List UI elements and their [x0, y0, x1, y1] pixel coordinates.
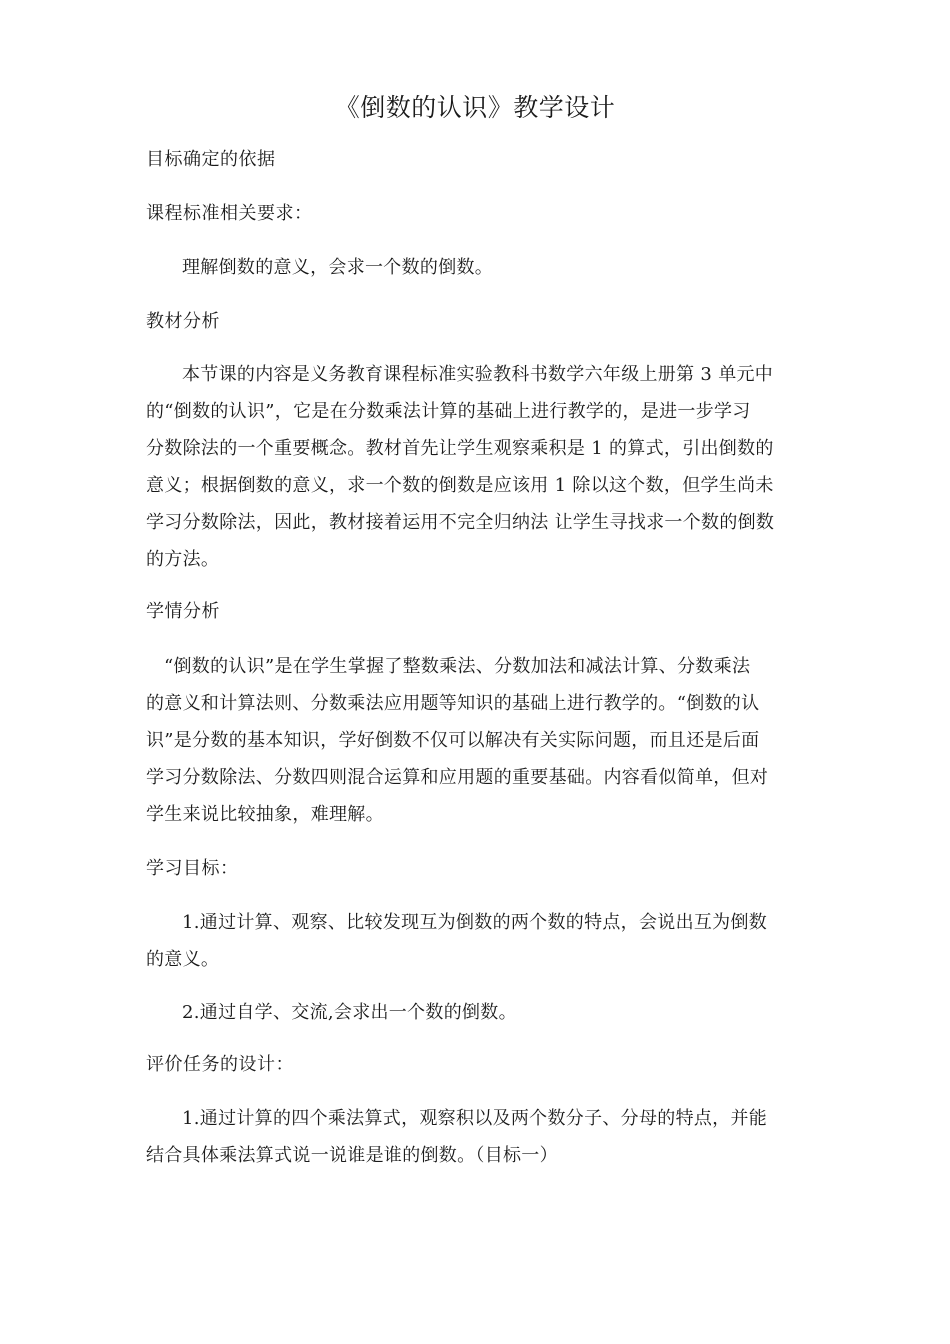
heading-eval: 评价任务的设计： — [146, 1054, 294, 1075]
student-line: 的意义和计算法则、分数乘法应用题等知识的基础上进行教学的。“倒数的认 — [146, 693, 760, 714]
student-paragraph — [146, 648, 806, 833]
curriculum-text — [146, 249, 806, 286]
goal-line: 1.通过计算、观察、比较发现互为倒数的两个数的特点，会说出互为倒数 — [182, 912, 768, 933]
curriculum-line: 理解倒数的意义，会求一个数的倒数。 — [182, 257, 494, 278]
textbook-line: 的“倒数的认识”，它是在分数乘法计算的基础上进行教学的，是进一步学习 — [146, 401, 751, 422]
document-title: 《倒数的认识》教学设计 — [334, 93, 616, 122]
student-line: 学习分数除法、分数四则混合运算和应用题的重要基础。内容看似简单，但对 — [146, 767, 769, 788]
textbook-paragraph — [146, 356, 806, 578]
textbook-line: 学习分数除法，因此，教材接着运用不完全归纳法 让学生寻找求一个数的倒数 — [146, 512, 775, 533]
student-line: 识”是分数的基本知识，学好倒数不仅可以解决有关实际问题，而且还是后面 — [146, 730, 760, 751]
eval-1-paragraph — [146, 1100, 806, 1174]
heading-textbook: 教材分析 — [146, 311, 220, 332]
student-line: 学生来说比较抽象，难理解。 — [146, 804, 384, 825]
textbook-line: 本节课的内容是义务教育课程标准实验教科书数学六年级上册第 3 单元中 — [182, 364, 774, 385]
textbook-line: 的方法。 — [146, 549, 220, 570]
heading-goals: 学习目标： — [146, 858, 239, 879]
goal-line: 2.通过自学、交流,会求出一个数的倒数。 — [182, 1002, 517, 1023]
eval-line: 1.通过计算的四个乘法算式，观察积以及两个数分子、分母的特点，并能 — [182, 1108, 768, 1129]
goal-line: 的意义。 — [146, 949, 220, 970]
heading-student: 学情分析 — [146, 601, 220, 622]
textbook-line: 分数除法的一个重要概念。教材首先让学生观察乘积是 1 的算式，引出倒数的 — [146, 438, 774, 459]
heading-basis: 目标确定的依据 — [146, 149, 276, 170]
student-line: “倒数的认识”是在学生掌握了整数乘法、分数加法和减法计算、分数乘法 — [164, 656, 751, 677]
goal-2-paragraph — [146, 994, 806, 1031]
heading-curriculum: 课程标准相关要求： — [146, 203, 313, 224]
goal-1-paragraph — [146, 904, 806, 978]
eval-line: 结合具体乘法算式说一说谁是谁的倒数。（目标一） — [146, 1145, 558, 1166]
textbook-line: 意义；根据倒数的意义，求一个数的倒数是应该用 1 除以这个数，但学生尚未 — [146, 475, 774, 496]
